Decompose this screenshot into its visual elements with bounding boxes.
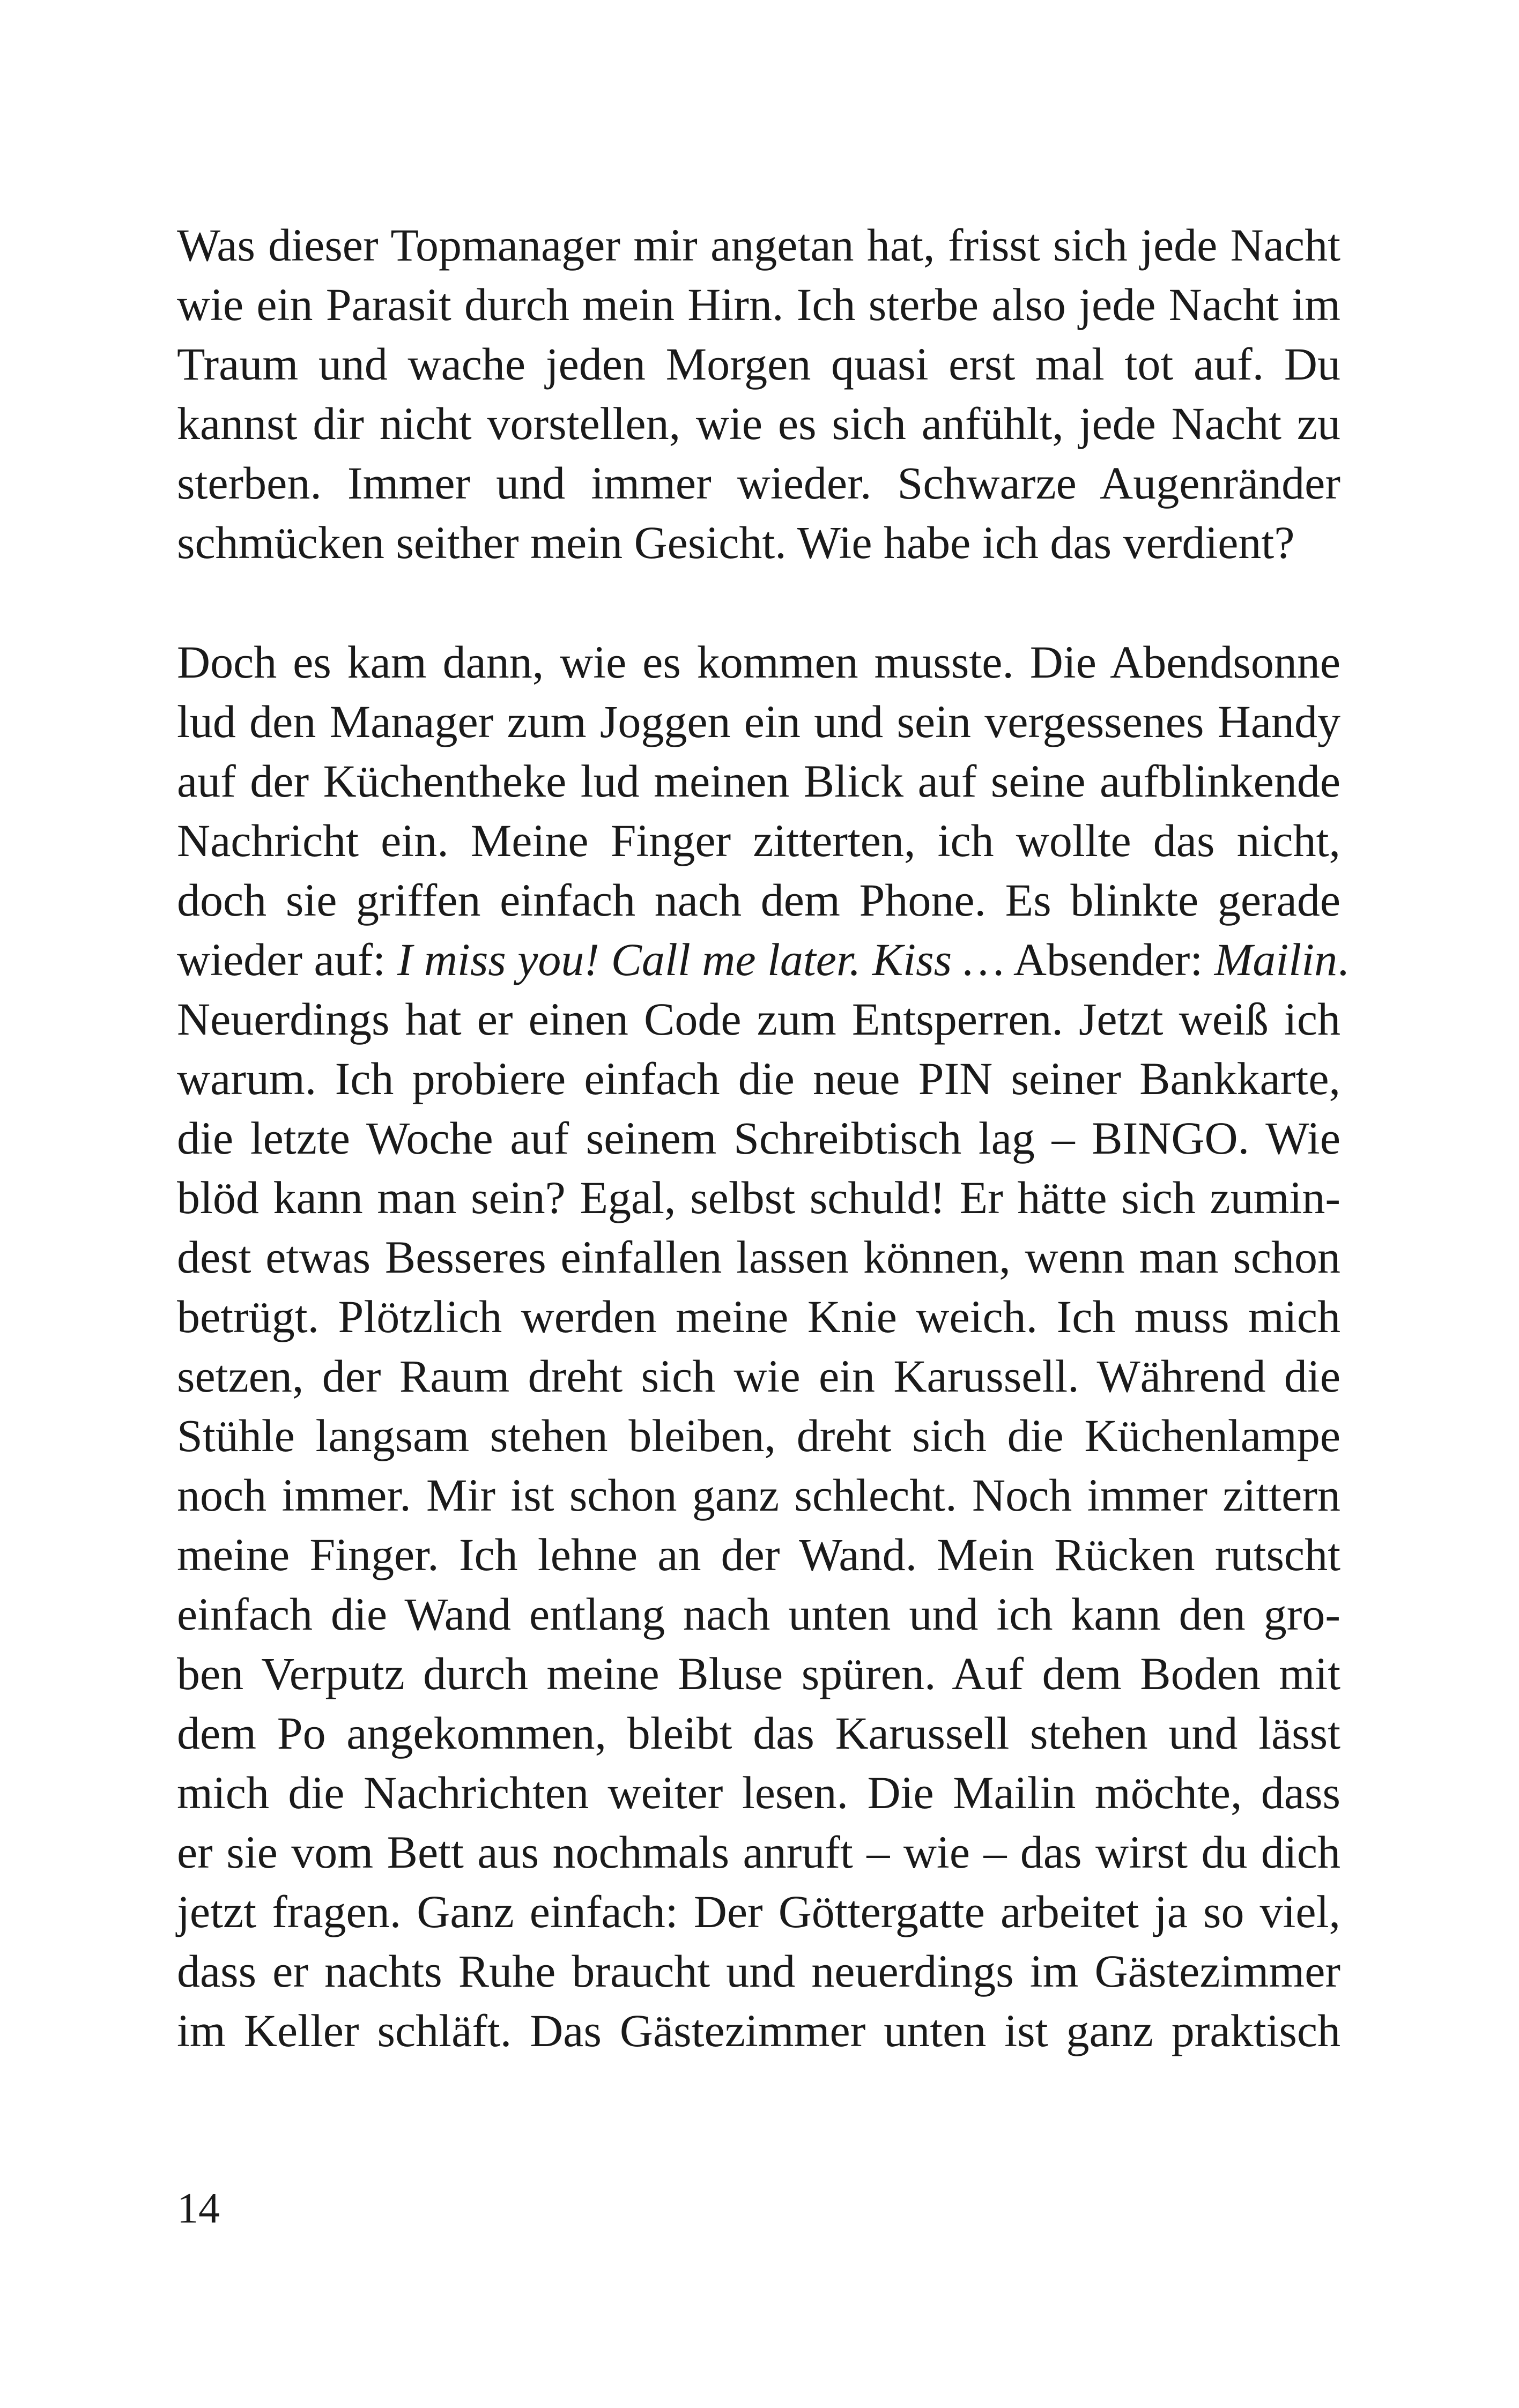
paragraph-2 bbox=[177, 633, 1349, 2061]
text-line: ben Verputz durch meine Bluse spüren. Auf dem Boden mit bbox=[177, 1648, 1340, 1699]
text-line: einfach die Wand entlang nach unten und ich kann den gro- bbox=[177, 1588, 1340, 1640]
line-middle: Absender: bbox=[1004, 934, 1214, 985]
text-line: meine Finger. Ich lehne an der Wand. Mein Rücken rutscht bbox=[177, 1529, 1340, 1580]
text-line: kannst dir nicht vorstellen, wie es sich anfühlt, jede Nacht zu bbox=[177, 398, 1340, 449]
text-line: auf der Küchentheke lud meinen Blick auf seine aufblinkende bbox=[177, 755, 1340, 807]
text-line: lud den Manager zum Joggen ein und sein vergessenes Handy bbox=[177, 696, 1340, 747]
text-line: jetzt fragen. Ganz einfach: Der Göttergatte arbeitet ja so viel, bbox=[177, 1886, 1340, 1937]
text-line: wie ein Parasit durch mein Hirn. Ich sterbe also jede Nacht im bbox=[177, 279, 1340, 330]
text-line: die letzte Woche auf seinem Schreibtisch lag – BINGO. Wie bbox=[177, 1112, 1340, 1164]
text-line: setzen, der Raum dreht sich wie ein Karussell. Während die bbox=[177, 1350, 1340, 1402]
line-prefix: wieder auf: bbox=[177, 934, 397, 985]
text-line: dass er nachts Ruhe braucht und neuerdings im Gästezimmer bbox=[177, 1945, 1340, 1997]
text-line: warum. Ich probiere einfach die neue PIN seiner Bankkarte, bbox=[177, 1053, 1340, 1104]
text-line: dem Po angekommen, bleibt das Karussell stehen und lässt bbox=[177, 1707, 1340, 1759]
text-line: er sie vom Bett aus nochmals anruft – wie – das wirst du dich bbox=[177, 1826, 1340, 1878]
text-line: blöd kann man sein? Egal, selbst schuld! Er hätte sich zumin- bbox=[177, 1172, 1340, 1223]
message-quote: I miss you! Call me later. Kiss … bbox=[397, 934, 1005, 985]
paragraph-1 bbox=[177, 215, 1340, 573]
text-line: Was dieser Topmanager mir angetan hat, frisst sich jede Nacht bbox=[177, 219, 1340, 271]
text-line: doch sie griffen einfach nach dem Phone. Es blinkte gerade bbox=[177, 874, 1340, 926]
text-line: Neuerdings hat er einen Code zum Entsperren. Jetzt weiß ich bbox=[177, 993, 1340, 1045]
text-line: mich die Nachrichten weiter lesen. Die Mailin möchte, dass bbox=[177, 1767, 1340, 1818]
text-line: sterben. Immer und immer wieder. Schwarze Augenränder bbox=[177, 457, 1340, 509]
text-line-with-italics bbox=[177, 930, 1349, 990]
text-line: Doch es kam dann, wie es kommen musste. Die Abendsonne bbox=[177, 636, 1340, 688]
text-line: Traum und wache jeden Morgen quasi erst mal tot auf. Du bbox=[177, 338, 1340, 390]
text-line: im Keller schläft. Das Gästezimmer unten ist ganz praktisch bbox=[177, 2005, 1340, 2056]
text-line: dest etwas Besseres einfallen lassen können, wenn man schon bbox=[177, 1231, 1340, 1283]
text-line: Stühle langsam stehen bleiben, dreht sich die Küchenlampe bbox=[177, 1410, 1340, 1461]
sender-name: Mailin bbox=[1214, 934, 1338, 985]
text-line: Nachricht ein. Meine Finger zitterten, ich wollte das nicht, bbox=[177, 815, 1340, 866]
page-number: 14 bbox=[177, 2185, 220, 2232]
text-line: noch immer. Mir ist schon ganz schlecht. Noch immer zittern bbox=[177, 1469, 1340, 1521]
text-line: schmücken seither mein Gesicht. Wie habe ich das verdient? bbox=[177, 517, 1295, 568]
text-line: betrügt. Plötzlich werden meine Knie weich. Ich muss mich bbox=[177, 1291, 1340, 1342]
line-suffix: . bbox=[1337, 934, 1349, 985]
